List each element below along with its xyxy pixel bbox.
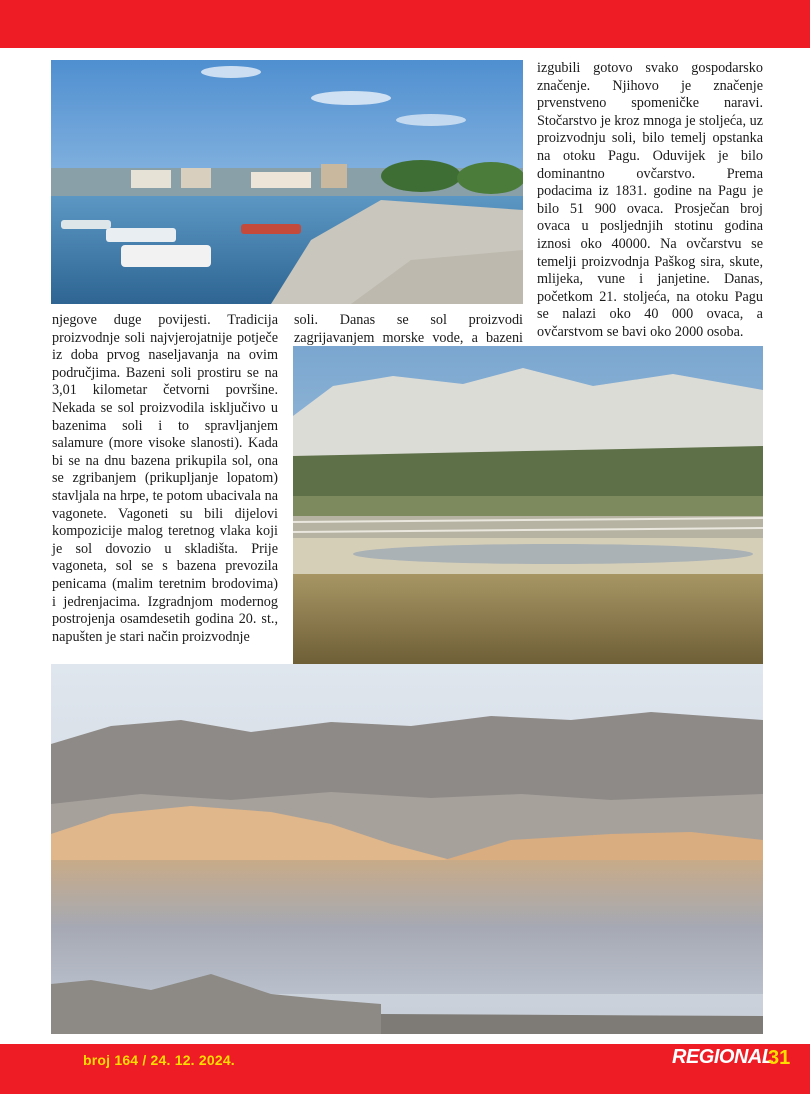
article-col-left: njegove duge povijesti. Tradicija proizvodnje soli najvjerojatnije potječe iz doba prvog naseljavanja na ovim područjima. Bazeni soli prostiru se na 3,01 kilometar četvorni površine. Nekada se sol proizvodila isključivo u bazenima soli i to spravljanjem salamure (more visoke slanosti). Kada bi se na dnu bazena prikupila sol, ona se zgribanjem (prikupljanje lopatom) stavljala na hrpe, te potom ubacivala na vagonete. Vagoneti su bili dijelovi kompozicije malog teretnog vlaka koji je sol dovozio u skladišta. Prije vagoneta, sol se s bazena prevozila penicama (malim teretnim brodovima) i jedrenjacima. Izgradnjom modernog postrojenja osamdesetih godina 20. st., napušten je stari način proizvodnje <box>52 312 278 645</box>
coast-sunset-photo <box>51 664 763 1034</box>
article-col-top-right: izgubili gotovo svako gospodarsko značenje. Njihovo je značenje prvenstveno spomeničke naravi. Stočarstvo je kroz mnoga je stoljeća, uz proizvodnju soli, bilo temelj opstanka na otoku Pagu. Oduvijek je bilo dominantno ovčarstvo. Prema podacima iz 1831. godine na Pagu je bilo 51 900 ovaca. Prosječan broj ovaca u posljednjih stotinu godina iznosi oko 40000. Na ovčarstvu se temelji proizvodnja Paškog sira, skute, mlijeka, vune i janjetine. Danas, početkom 21. stoljeća, na otoku Pagu se nalazi oko 40 000 ovaca, a ovčarstvom se bavi oko 2000 osoba. <box>537 60 763 340</box>
top-red-band <box>0 0 810 48</box>
page-number: 31 <box>768 1047 791 1069</box>
issue-date: broj 164 / 24. 12. 2024. <box>83 1052 235 1068</box>
brand-logo: REGIONAL <box>672 1046 774 1068</box>
article-col-mid: soli. Danas se sol proizvodi zagrijavanjem morske vode, a bazeni <box>294 312 523 346</box>
salt-pans-photo <box>289 346 763 664</box>
harbor-photo <box>51 60 523 304</box>
